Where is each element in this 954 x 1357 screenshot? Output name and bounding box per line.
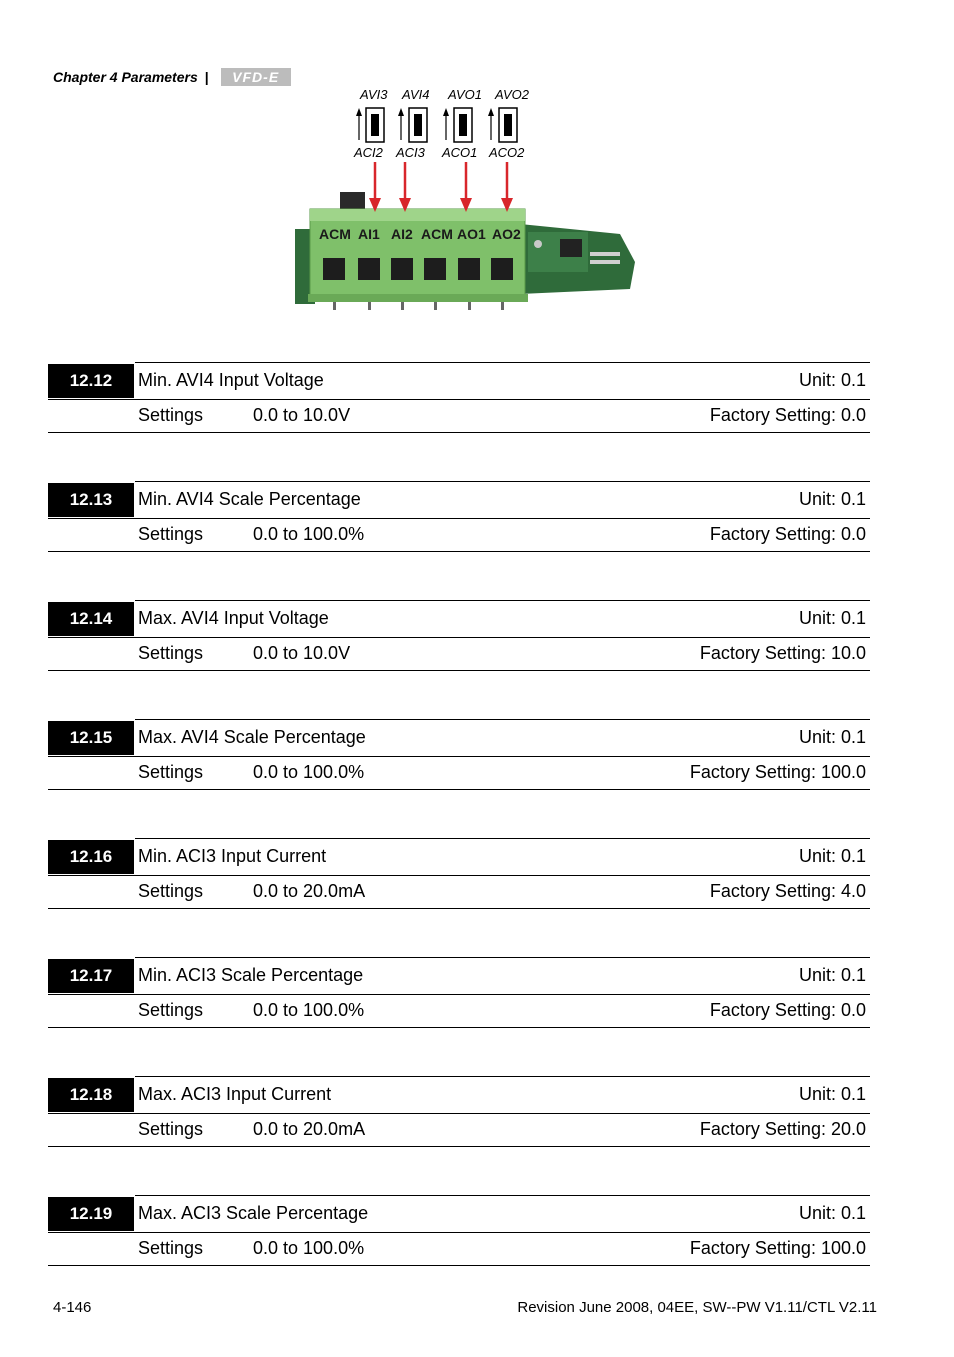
param-name: Max. ACI3 Scale Percentage <box>138 1203 369 1223</box>
switch-bottom-label: ACI3 <box>396 145 425 160</box>
red-arrow-icon <box>460 162 472 212</box>
dip-switch-icon <box>356 108 384 142</box>
settings-label: Settings <box>138 1119 204 1139</box>
header-separator: | <box>204 69 209 85</box>
param-name: Min. ACI3 Scale Percentage <box>138 965 364 985</box>
param-code: 12.14 <box>48 602 134 636</box>
param-unit: Unit: 0.1 <box>798 370 866 390</box>
param-code: 12.16 <box>48 840 134 874</box>
switch-bottom-label: ACO2 <box>489 145 525 160</box>
factory-setting: Factory Setting: 100.0 <box>689 1238 866 1258</box>
param-unit: Unit: 0.1 <box>798 608 866 628</box>
param-name: Max. AVI4 Scale Percentage <box>138 727 366 747</box>
param-block-12-19 <box>48 1195 870 1266</box>
param-name: Max. AVI4 Input Voltage <box>138 608 329 628</box>
settings-range: 0.0 to 100.0% <box>253 762 365 782</box>
terminal-label: AO1 <box>457 226 486 242</box>
terminal-block <box>308 192 528 302</box>
param-code: 12.12 <box>48 364 134 398</box>
param-unit: Unit: 0.1 <box>798 1203 866 1223</box>
switch-bottom-label: ACO1 <box>442 145 478 160</box>
param-code: 12.19 <box>48 1197 134 1231</box>
settings-label: Settings <box>138 1238 204 1258</box>
param-code: 12.17 <box>48 959 134 993</box>
factory-setting: Factory Setting: 0.0 <box>709 1000 866 1020</box>
param-name: Max. ACI3 Input Current <box>138 1084 332 1104</box>
switch-top-label: AVI4 <box>402 87 430 102</box>
param-name: Min. AVI4 Input Voltage <box>138 370 324 390</box>
param-code: 12.15 <box>48 721 134 755</box>
dip-switch-icon <box>488 108 517 142</box>
settings-range: 0.0 to 100.0% <box>253 1238 365 1258</box>
param-block-12-13 <box>48 481 870 552</box>
param-block-12-16 <box>48 838 870 909</box>
factory-setting: Factory Setting: 20.0 <box>699 1119 866 1139</box>
factory-setting: Factory Setting: 100.0 <box>689 762 866 782</box>
red-arrow-icon <box>369 162 381 212</box>
dip-switch-icon <box>398 108 427 142</box>
page-header <box>53 66 291 88</box>
factory-setting: Factory Setting: 4.0 <box>709 881 866 901</box>
switch-bottom-label: ACI2 <box>354 145 383 160</box>
settings-label: Settings <box>138 762 204 782</box>
factory-setting: Factory Setting: 0.0 <box>709 405 866 425</box>
chapter-title: Chapter 4 Parameters <box>53 69 198 85</box>
terminal-figure <box>290 84 640 314</box>
param-unit: Unit: 0.1 <box>798 965 866 985</box>
param-block-12-18 <box>48 1076 870 1147</box>
settings-range: 0.0 to 10.0V <box>253 643 351 663</box>
param-unit: Unit: 0.1 <box>798 489 866 509</box>
settings-label: Settings <box>138 524 204 544</box>
terminal-pins <box>333 302 504 310</box>
red-arrow-icon <box>501 162 513 212</box>
param-block-12-12 <box>48 362 870 433</box>
settings-range: 0.0 to 100.0% <box>253 1000 365 1020</box>
param-code: 12.18 <box>48 1078 134 1112</box>
terminal-illustration <box>290 84 640 314</box>
param-unit: Unit: 0.1 <box>798 727 866 747</box>
terminal-label: ACM <box>319 226 351 242</box>
settings-label: Settings <box>138 1000 204 1020</box>
settings-range: 0.0 to 100.0% <box>253 524 365 544</box>
terminal-label: AI2 <box>391 226 413 242</box>
param-block-12-14 <box>48 600 870 671</box>
terminal-label: AI1 <box>358 226 380 242</box>
switch-top-label: AVI3 <box>360 87 388 102</box>
dip-switch-icon <box>443 108 472 142</box>
param-code: 12.13 <box>48 483 134 517</box>
red-arrow-icon <box>399 162 411 212</box>
settings-range: 0.0 to 10.0V <box>253 405 351 425</box>
settings-label: Settings <box>138 881 204 901</box>
terminal-label: AO2 <box>492 226 521 242</box>
param-name: Min. AVI4 Scale Percentage <box>138 489 361 509</box>
vfd-e-logo <box>221 68 291 86</box>
settings-label: Settings <box>138 643 204 663</box>
settings-range: 0.0 to 20.0mA <box>253 881 366 901</box>
settings-range: 0.0 to 20.0mA <box>253 1119 366 1139</box>
settings-label: Settings <box>138 405 204 425</box>
factory-setting: Factory Setting: 10.0 <box>699 643 866 663</box>
page-number: 4-146 <box>53 1299 92 1316</box>
switch-top-label: AVO2 <box>495 87 529 102</box>
factory-setting: Factory Setting: 0.0 <box>709 524 866 544</box>
param-unit: Unit: 0.1 <box>798 1084 866 1104</box>
revision-info: Revision June 2008, 04EE, SW--PW V1.11/CTL V2.11 <box>517 1299 877 1316</box>
param-unit: Unit: 0.1 <box>798 846 866 866</box>
terminal-label: ACM <box>421 226 453 242</box>
param-block-12-17 <box>48 957 870 1028</box>
param-block-12-15 <box>48 719 870 790</box>
logo-text: VFD-E <box>232 69 280 85</box>
switch-top-label: AVO1 <box>448 87 482 102</box>
param-name: Min. ACI3 Input Current <box>138 846 327 866</box>
